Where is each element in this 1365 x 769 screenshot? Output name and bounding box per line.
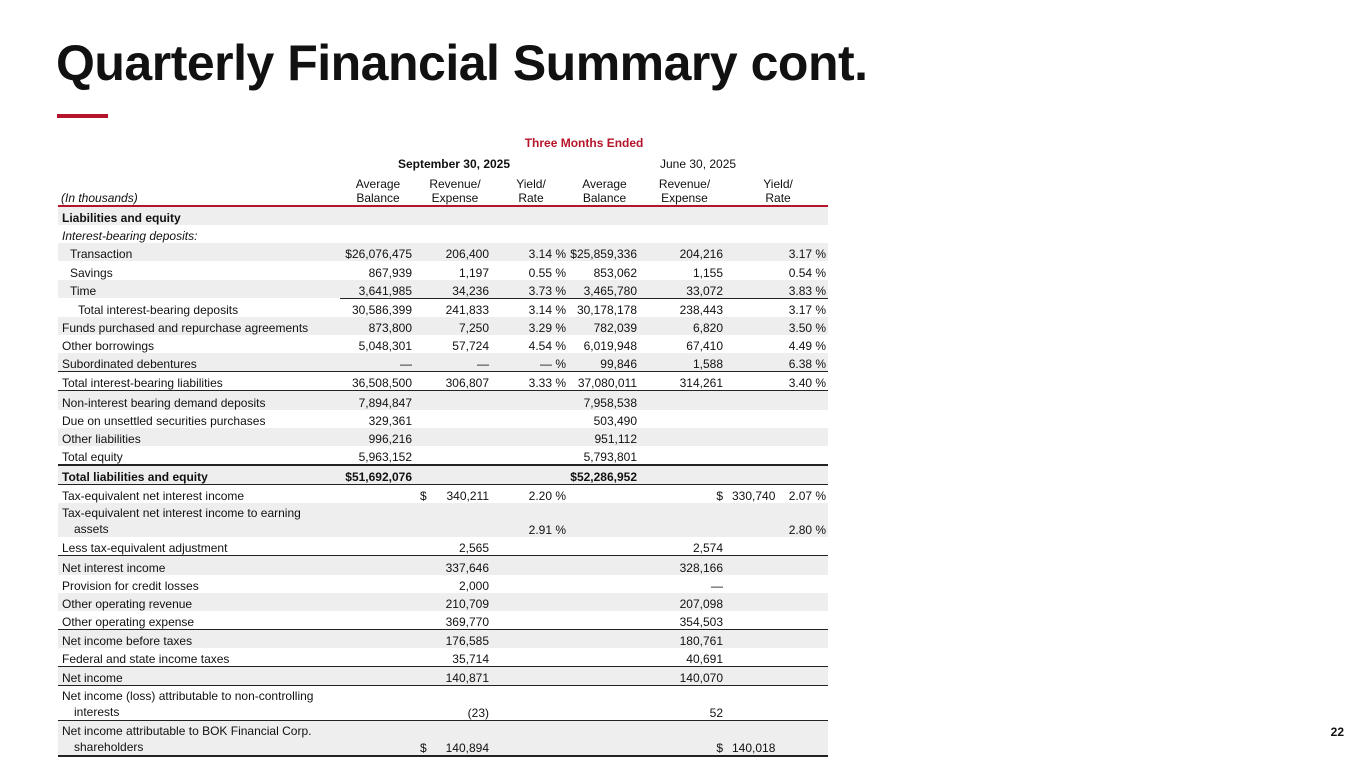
table-cell — [494, 446, 568, 465]
table-cell — [728, 721, 828, 757]
table-cell: $52,286,952 — [568, 465, 641, 485]
col-header: Average Balance — [340, 171, 416, 206]
row-label — [58, 353, 340, 372]
table-cell: 2,565 — [458, 541, 489, 556]
table-cell: 2,000 — [458, 578, 489, 593]
table-cell: 337,646 — [416, 556, 494, 575]
row-label-text: Net income (loss) attributable to non-controlling — [62, 689, 314, 704]
table-cell: 3.17 % — [728, 298, 828, 317]
table-cell — [340, 721, 416, 757]
table-cell: 140,871 — [416, 667, 494, 686]
table-cell — [416, 410, 494, 428]
table-cell: 57,724 — [452, 339, 489, 354]
table-cell: 3.14 % — [494, 243, 568, 261]
table-row — [58, 648, 828, 667]
row-label — [58, 446, 340, 465]
table-row — [58, 428, 828, 446]
table-cell — [494, 575, 568, 593]
table-row — [58, 317, 828, 335]
table-cell — [641, 503, 728, 537]
table-cell: 329,361 — [368, 413, 412, 428]
row-label — [58, 298, 340, 317]
table-cell — [568, 667, 641, 686]
table-cell: 951,112 — [568, 428, 641, 446]
table-cell: 306,807 — [416, 372, 494, 391]
row-label — [58, 485, 340, 504]
row-label-text: Tax-equivalent net interest income to earning — [62, 506, 301, 521]
table-cell: 3.50 % — [728, 317, 828, 335]
page-number: 22 — [1330, 725, 1344, 739]
cell-value: 340,211 — [446, 489, 489, 504]
table-cell — [568, 206, 641, 225]
currency-symbol: 330,740 — [732, 489, 776, 504]
row-label — [58, 686, 340, 721]
table-cell: 210,709 — [416, 593, 494, 611]
table-cell: 996,216 — [340, 428, 416, 446]
table-row — [58, 225, 828, 243]
row-label — [58, 465, 340, 485]
row-label-text: Total equity — [62, 449, 123, 464]
table-cell — [494, 465, 568, 485]
table-cell — [494, 206, 568, 225]
row-label-text: Net interest income — [62, 560, 166, 575]
table-cell — [340, 667, 416, 686]
row-label-text: Total interest-bearing deposits — [78, 302, 239, 317]
slide-title: Quarterly Financial Summary cont. — [56, 35, 868, 91]
table-cell: 99,846 — [568, 353, 641, 372]
table-cell — [641, 465, 728, 485]
table-cell: 5,048,301 — [358, 339, 412, 354]
table-cell: 35,714 — [452, 652, 489, 667]
col-header: Yield/ Rate — [494, 171, 568, 206]
table-cell — [641, 446, 728, 465]
table-row — [58, 629, 828, 648]
table-cell — [641, 410, 728, 428]
table-cell — [728, 575, 828, 593]
row-label — [58, 206, 340, 225]
table-row — [58, 667, 828, 686]
table-cell: 67,410 — [686, 339, 723, 354]
table-cell: 853,062 — [593, 265, 637, 280]
currency-symbol: $ — [420, 741, 427, 756]
table-cell — [416, 225, 494, 243]
table-cell — [494, 428, 568, 446]
row-label — [58, 317, 340, 335]
table-row — [58, 261, 828, 279]
cell-value: 2.07 % — [788, 489, 827, 504]
table-cell: 314,261 — [641, 372, 728, 391]
table-cell — [728, 206, 828, 225]
table-cell — [494, 611, 568, 630]
row-label-text: Due on unsettled securities purchases — [62, 413, 266, 428]
row-label — [58, 575, 340, 593]
table-cell: $25,859,336 — [568, 243, 641, 261]
row-label-text: Less tax-equivalent adjustment — [62, 541, 228, 556]
table-cell: 3.33 % — [494, 372, 568, 391]
row-label-text: Total liabilities and equity — [62, 470, 208, 485]
table-cell — [340, 503, 416, 537]
table-cell — [568, 537, 641, 556]
table-cell: 6,820 — [641, 317, 728, 335]
table-cell: 5,963,152 — [358, 449, 412, 464]
table-cell: 2.91 % — [494, 503, 568, 537]
table-row — [58, 686, 828, 721]
row-label-continuation: interests — [74, 705, 120, 720]
table-cell: 140,070 — [641, 667, 728, 686]
table-cell: 30,178,178 — [568, 298, 641, 317]
currency-symbol: $ — [420, 489, 427, 504]
row-label — [58, 410, 340, 428]
table-cell: 40,691 — [686, 652, 723, 667]
row-label-continuation: assets — [74, 522, 109, 537]
row-label — [58, 593, 340, 611]
table-cell: 7,894,847 — [340, 391, 416, 410]
table-cell — [494, 593, 568, 611]
table-cell: — — [711, 578, 723, 593]
table-cell: 7,958,538 — [568, 391, 641, 410]
table-cell — [494, 537, 568, 556]
table-cell: 3.73 % — [494, 280, 568, 299]
table-row — [58, 391, 828, 410]
table-cell — [340, 485, 416, 504]
row-label-text: Savings — [70, 265, 113, 280]
table-cell — [340, 593, 416, 611]
table-cell — [416, 391, 494, 410]
table-cell: 241,833 — [416, 298, 494, 317]
row-label — [58, 556, 340, 575]
table-cell — [568, 686, 641, 721]
row-label-text: Total interest-bearing liabilities — [62, 376, 223, 391]
table-cell: 206,400 — [416, 243, 494, 261]
row-label-continuation: shareholders — [74, 740, 144, 755]
row-label-text: Liabilities and equity — [62, 211, 181, 226]
table-cell: 176,585 — [416, 629, 494, 648]
col-header: Average Balance — [568, 171, 641, 206]
row-label — [58, 372, 340, 391]
table-cell — [340, 537, 416, 556]
table-cell: 0.54 % — [788, 265, 827, 280]
row-label-text: Funds purchased and repurchase agreements — [62, 320, 309, 335]
table-row — [58, 575, 828, 593]
table-row — [58, 721, 828, 757]
table-row — [58, 280, 828, 299]
table-cell — [728, 225, 828, 243]
table-cell — [728, 593, 828, 611]
table-body — [58, 206, 828, 756]
table-cell: 238,443 — [641, 298, 728, 317]
table-cell — [416, 428, 494, 446]
table-row — [58, 485, 828, 504]
table-cell: $26,076,475 — [340, 243, 416, 261]
table-cell: 4.54 % — [528, 339, 566, 354]
table-cell — [494, 391, 568, 410]
table-cell — [416, 721, 494, 757]
row-label-text: Provision for credit losses — [62, 578, 199, 593]
table-row — [58, 206, 828, 225]
table-cell — [568, 485, 641, 504]
period-header-row — [58, 150, 828, 171]
table-cell: 0.55 % — [528, 265, 566, 280]
table-cell — [340, 648, 416, 667]
table-cell — [416, 503, 494, 537]
row-label — [58, 721, 340, 757]
row-label — [58, 335, 340, 353]
row-label — [58, 243, 340, 261]
table-row — [58, 537, 828, 556]
table-cell — [728, 485, 828, 504]
row-label — [58, 391, 340, 410]
table-cell: 3,465,780 — [568, 280, 641, 299]
row-label-text: Other operating expense — [62, 614, 195, 629]
table-cell — [568, 648, 641, 667]
table-cell: 30,586,399 — [340, 298, 416, 317]
table-cell: $ — [641, 485, 728, 504]
table-cell — [340, 686, 416, 721]
row-label — [58, 261, 340, 279]
table-cell: 354,503 — [679, 614, 723, 629]
column-header-row — [58, 171, 828, 206]
table-cell — [568, 629, 641, 648]
table-cell: 3,641,985 — [340, 280, 416, 299]
table-cell — [494, 556, 568, 575]
row-label-text: Non-interest bearing demand deposits — [62, 395, 266, 410]
row-label — [58, 280, 340, 299]
table-cell: 1,155 — [692, 265, 723, 280]
row-label — [58, 428, 340, 446]
table-row — [58, 372, 828, 391]
table-cell: 3.83 % — [728, 280, 828, 299]
table-cell — [494, 648, 568, 667]
table-cell: 6,019,948 — [583, 339, 637, 354]
row-label — [58, 225, 340, 243]
table-row — [58, 243, 828, 261]
table-cell: $51,692,076 — [340, 465, 416, 485]
period-sep-2025: September 30, 2025 — [397, 157, 511, 171]
table-cell: 503,490 — [593, 413, 637, 428]
row-label — [58, 629, 340, 648]
table-cell: 33,072 — [641, 280, 728, 299]
table-cell: — — [340, 353, 416, 372]
table-cell — [416, 465, 494, 485]
table-row — [58, 353, 828, 372]
table-cell: 5,793,801 — [583, 449, 637, 464]
table-cell — [728, 446, 828, 465]
table-cell: 4.49 % — [788, 339, 827, 354]
table-cell — [728, 648, 828, 667]
table-cell — [728, 556, 828, 575]
table-cell — [728, 686, 828, 721]
table-cell: 2.20 % — [494, 485, 568, 504]
table-cell: 1,197 — [458, 265, 489, 280]
table-cell: 204,216 — [641, 243, 728, 261]
table-cell — [494, 667, 568, 686]
table-cell: 36,508,500 — [340, 372, 416, 391]
table-cell — [568, 575, 641, 593]
table-cell — [728, 428, 828, 446]
row-label — [58, 611, 340, 630]
table-cell: 3.29 % — [494, 317, 568, 335]
table-cell — [728, 629, 828, 648]
table-cell: 207,098 — [641, 593, 728, 611]
row-label-text: Net income attributable to BOK Financial Corp. — [62, 724, 312, 739]
table-cell — [340, 575, 416, 593]
table-cell — [494, 686, 568, 721]
table-cell — [494, 225, 568, 243]
table-cell: — % — [494, 353, 568, 372]
row-label-text: Other operating revenue — [62, 596, 193, 611]
table-cell: 873,800 — [340, 317, 416, 335]
table-cell: 6.38 % — [728, 353, 828, 372]
table-cell: 328,166 — [641, 556, 728, 575]
table-cell — [641, 428, 728, 446]
row-label-text: Time — [70, 284, 97, 299]
table-cell — [728, 611, 828, 630]
table-cell: (23) — [416, 686, 494, 721]
table-cell: $ — [641, 721, 728, 757]
table-cell: 180,761 — [641, 629, 728, 648]
table-cell — [340, 629, 416, 648]
units-label: (In thousands) — [58, 171, 340, 206]
cell-value: 140,894 — [445, 741, 489, 756]
table-cell: 37,080,011 — [568, 372, 641, 391]
table-row — [58, 593, 828, 611]
table-cell — [340, 206, 416, 225]
row-label-text: Subordinated debentures — [62, 357, 197, 372]
table-cell — [416, 206, 494, 225]
col-header: Yield/ Rate — [728, 171, 828, 206]
table-cell — [728, 667, 828, 686]
row-label-text: Net income before taxes — [62, 634, 193, 649]
table-cell: 1,588 — [641, 353, 728, 372]
period-jun-2025: June 30, 2025 — [660, 157, 737, 171]
table-row — [58, 298, 828, 317]
table-cell: 782,039 — [568, 317, 641, 335]
table-cell — [416, 446, 494, 465]
table-cell — [728, 391, 828, 410]
table-cell — [568, 611, 641, 630]
table-cell — [416, 485, 494, 504]
table-cell: 2.80 % — [728, 503, 828, 537]
table-cell — [494, 629, 568, 648]
row-label-text: Federal and state income taxes — [62, 652, 230, 667]
title-accent-bar — [57, 114, 108, 118]
three-months-header-row — [58, 131, 828, 150]
table-cell: 3.40 % — [728, 372, 828, 391]
table-cell: 369,770 — [445, 614, 489, 629]
table-cell — [340, 225, 416, 243]
row-label — [58, 503, 340, 537]
table-cell: — — [416, 353, 494, 372]
table-cell — [728, 465, 828, 485]
col-header: Revenue/ Expense — [641, 171, 728, 206]
table-row — [58, 446, 828, 465]
table-cell: 52 — [641, 686, 728, 721]
three-months-ended-label: Three Months Ended — [524, 136, 644, 150]
table-cell — [641, 225, 728, 243]
table-row — [58, 556, 828, 575]
table-cell — [494, 721, 568, 757]
table-row — [58, 335, 828, 353]
table-cell — [568, 503, 641, 537]
table-cell: 34,236 — [416, 280, 494, 299]
row-label-text: Tax-equivalent net interest income — [62, 489, 245, 504]
row-label-text: Net income — [62, 671, 123, 686]
table-cell: 3.17 % — [728, 243, 828, 261]
table-row — [58, 503, 828, 537]
row-label — [58, 667, 340, 686]
row-label-text: Other borrowings — [62, 339, 155, 354]
table-cell — [641, 206, 728, 225]
table-cell — [728, 537, 828, 556]
table-cell: 7,250 — [416, 317, 494, 335]
row-label-text: Other liabilities — [62, 431, 141, 446]
table-cell — [494, 410, 568, 428]
table-cell: 2,574 — [692, 541, 723, 556]
row-label-text: Interest-bearing deposits: — [62, 229, 198, 244]
table-cell — [728, 410, 828, 428]
table-row — [58, 611, 828, 630]
row-label-text: Transaction — [70, 247, 133, 262]
row-label — [58, 648, 340, 667]
table-cell — [568, 721, 641, 757]
col-header: Revenue/ Expense — [416, 171, 494, 206]
table-cell — [568, 593, 641, 611]
table-cell — [568, 225, 641, 243]
table-row — [58, 410, 828, 428]
row-label — [58, 537, 340, 556]
table-cell — [641, 391, 728, 410]
table-cell — [340, 556, 416, 575]
table-cell — [568, 556, 641, 575]
table-cell: 3.14 % — [494, 298, 568, 317]
table-cell — [340, 611, 416, 630]
financial-summary-table — [58, 131, 828, 757]
currency-symbol: 140,018 — [732, 741, 776, 756]
table-row — [58, 465, 828, 485]
table-cell: 867,939 — [368, 265, 412, 280]
